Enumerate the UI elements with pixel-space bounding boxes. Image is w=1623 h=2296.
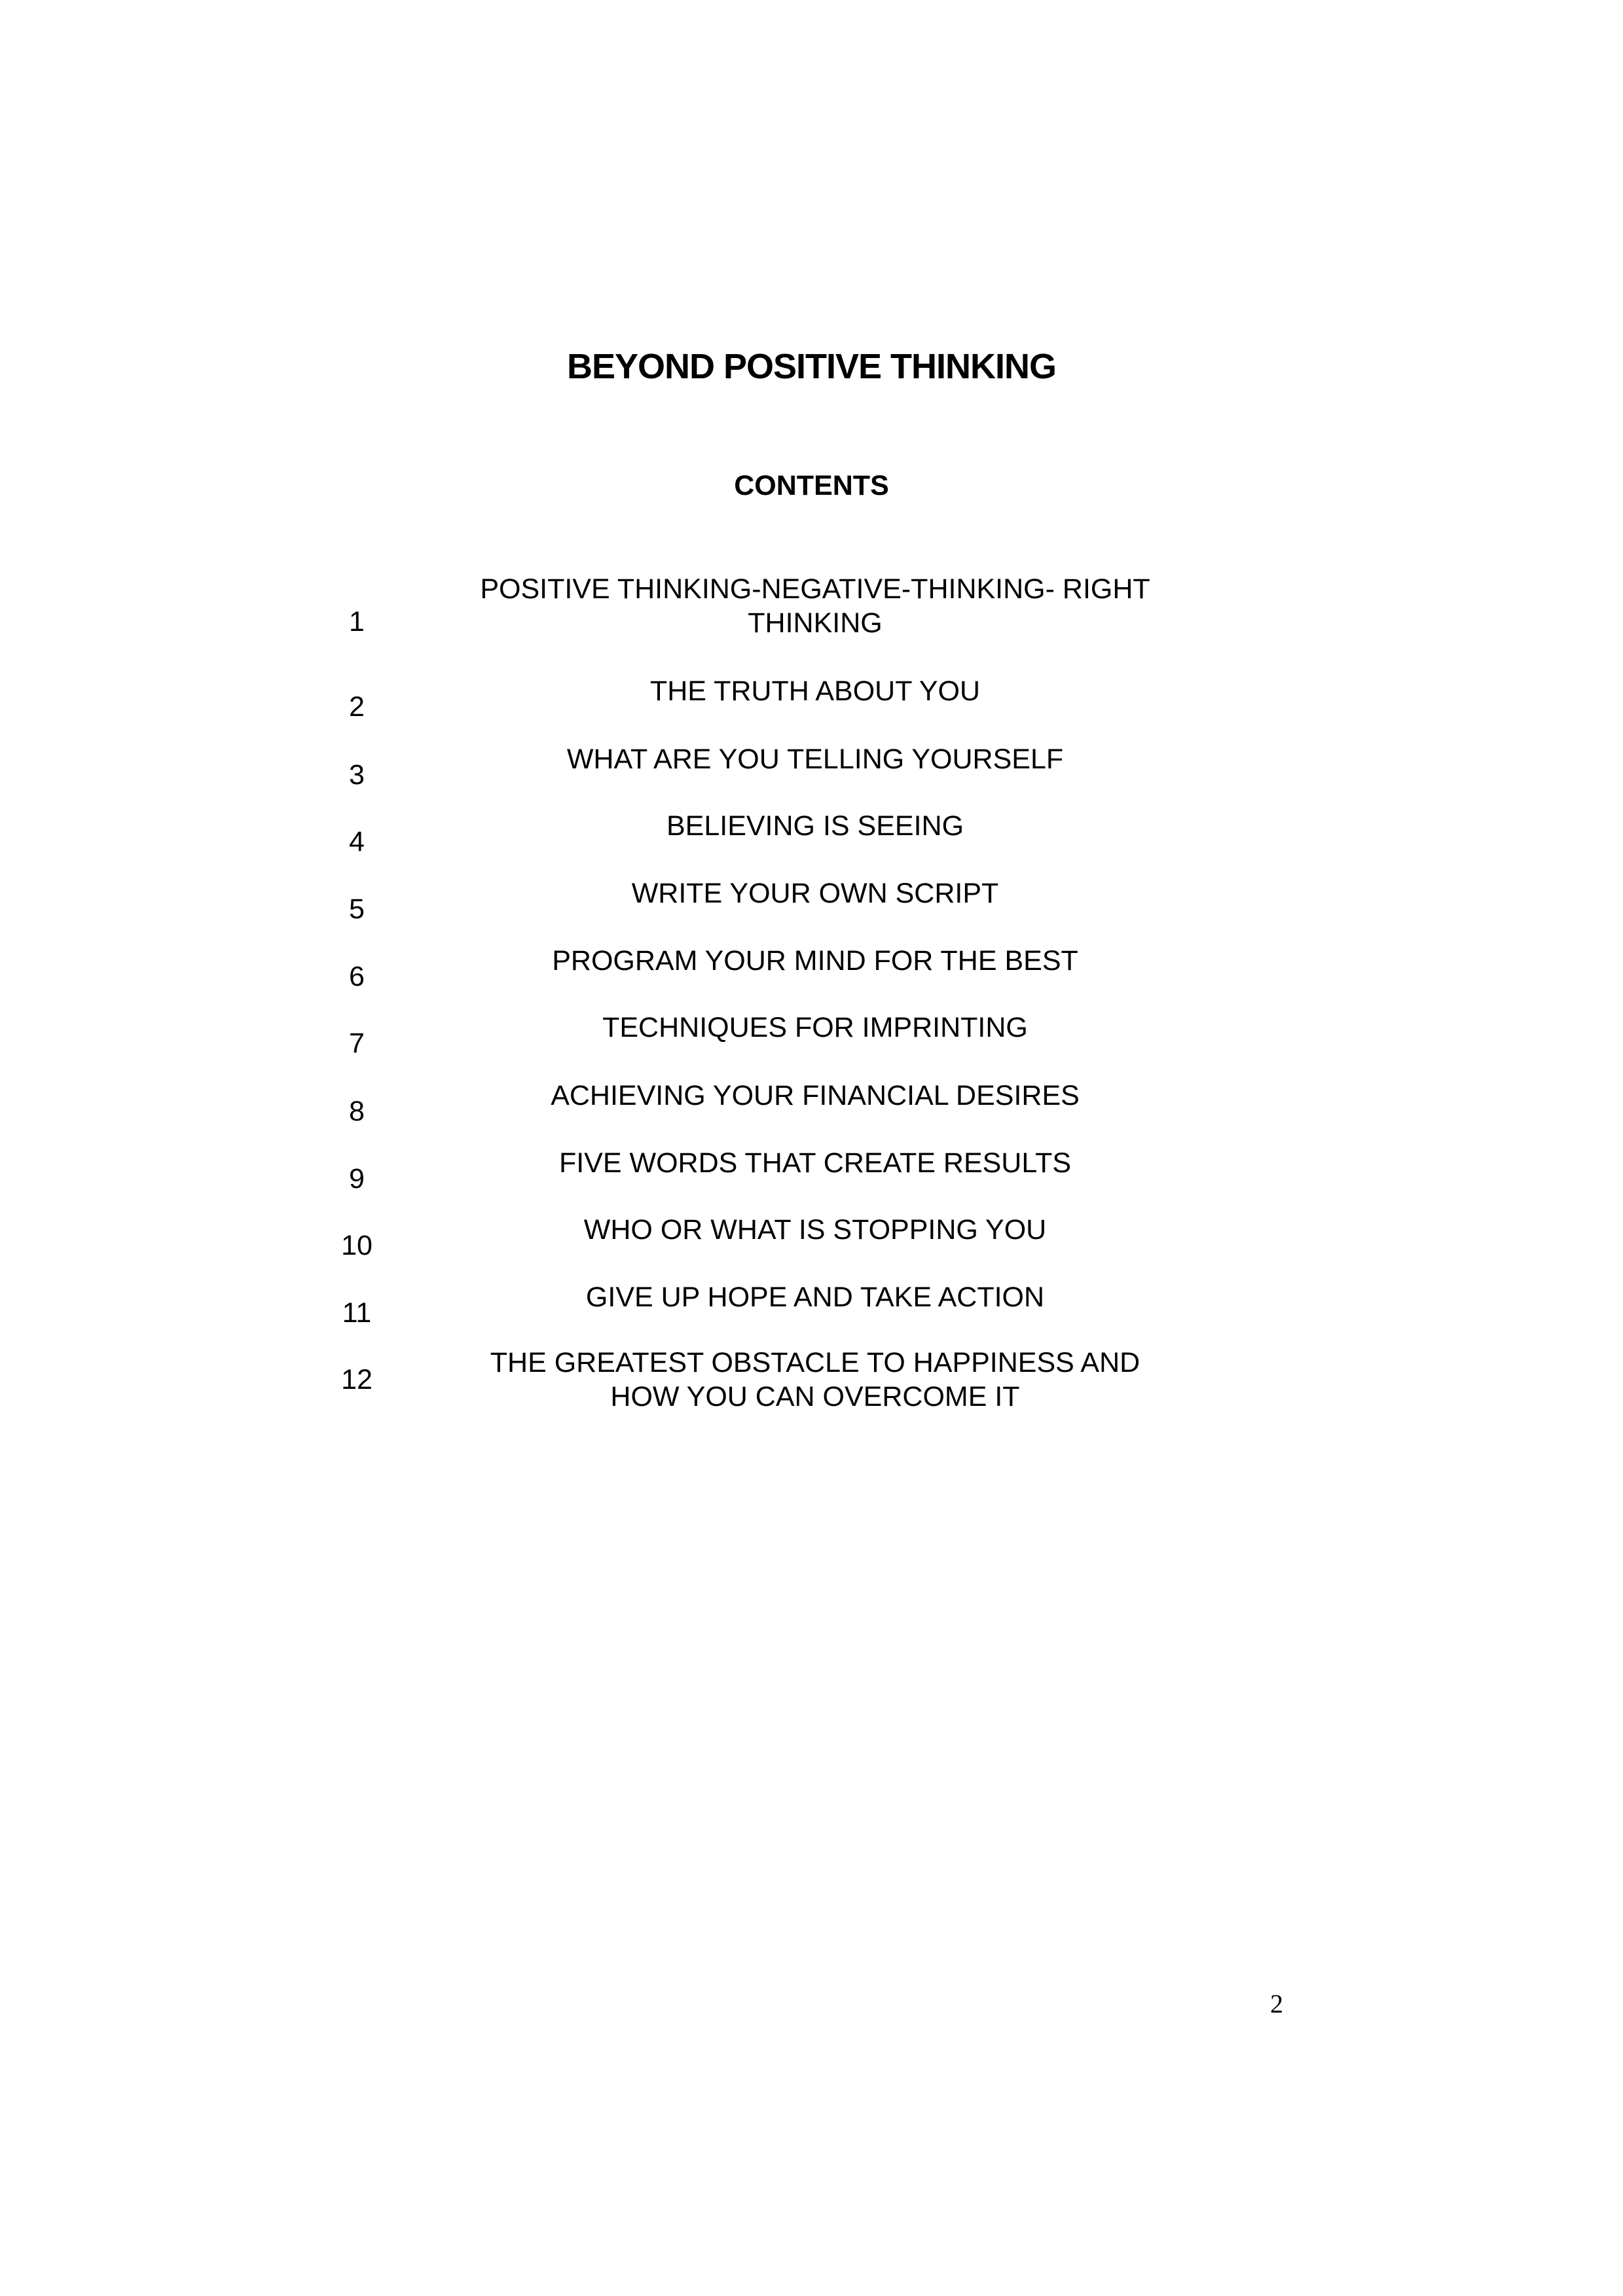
toc-entry-number: 4: [349, 826, 365, 857]
document-title: BEYOND POSITIVE THINKING: [566, 347, 1057, 386]
toc-entry-number: 12: [341, 1364, 373, 1395]
toc-entry-title: TECHNIQUES FOR IMPRINTING: [602, 1012, 1028, 1043]
toc-entry-title: GIVE UP HOPE AND TAKE ACTION: [585, 1282, 1045, 1313]
toc-entry-number: 8: [349, 1096, 365, 1127]
contents-heading: CONTENTS: [734, 470, 889, 501]
toc-entry-number: 6: [349, 961, 365, 992]
page-number: 2: [1270, 1989, 1283, 2018]
toc-entry-title: POSITIVE THINKING-NEGATIVE-THINKING- RIGHT THINKING: [480, 573, 1150, 639]
toc-entry-title: WHO OR WHAT IS STOPPING YOU: [583, 1214, 1047, 1246]
toc-entry-number: 5: [349, 893, 365, 925]
toc-entry-title: THE TRUTH ABOUT YOU: [649, 675, 981, 707]
toc-entry-number: 9: [349, 1163, 365, 1194]
toc-entry-title: BELIEVING IS SEEING: [666, 810, 964, 842]
toc-entry-number: 3: [349, 759, 365, 791]
toc-entry-title: FIVE WORDS THAT CREATE RESULTS: [558, 1147, 1072, 1179]
toc-entry-title: ACHIEVING YOUR FINANCIAL DESIRES: [551, 1080, 1080, 1111]
toc-entry-title: THE GREATEST OBSTACLE TO HAPPINESS AND HOW YOU CAN OVERCOME IT: [490, 1347, 1140, 1412]
toc-entry-title: PROGRAM YOUR MIND FOR THE BEST: [552, 945, 1078, 977]
toc-entry-title: WHAT ARE YOU TELLING YOURSELF: [566, 744, 1064, 775]
toc-entry-title: WRITE YOUR OWN SCRIPT: [631, 878, 999, 909]
toc-entry-number: 11: [342, 1297, 372, 1329]
toc-entry-number: 2: [349, 691, 365, 723]
toc-entry-number: 1: [349, 606, 365, 637]
toc-entry-number: 10: [341, 1230, 373, 1261]
toc-entry-number: 7: [349, 1028, 365, 1059]
